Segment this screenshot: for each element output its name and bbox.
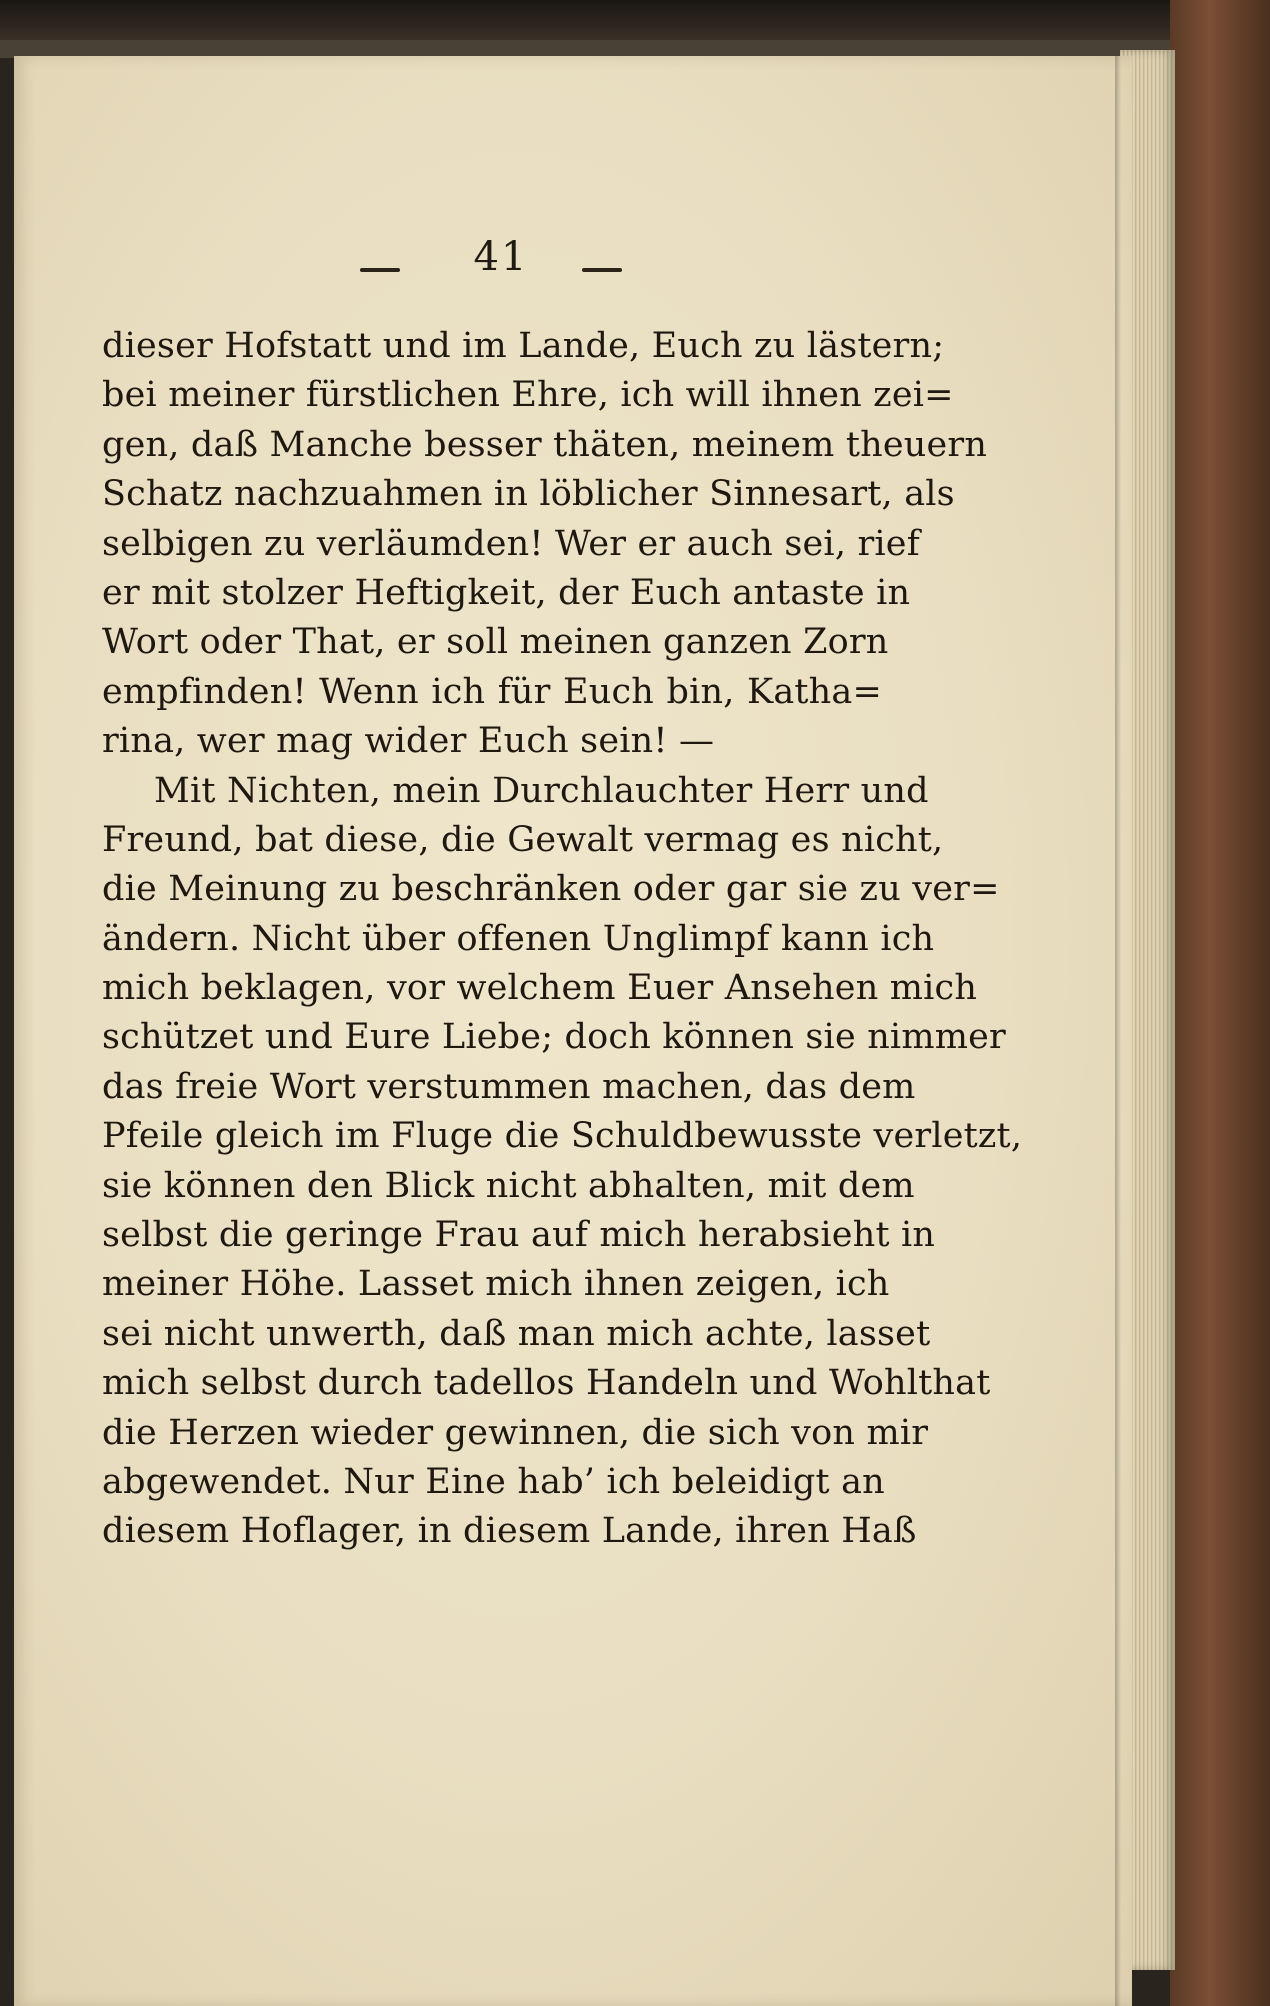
text-line: die Herzen wieder gewinnen, die sich von mir (102, 1412, 929, 1453)
folio-dash-right (582, 268, 622, 272)
text-line: er mit stolzer Heftigkeit, der Euch antaste in (102, 572, 911, 613)
text-line: schützet und Eure Liebe; doch können sie nimmer (102, 1017, 1006, 1058)
book-cover-top (0, 0, 1270, 40)
text-line: das freie Wort verstummen machen, das dem (102, 1066, 916, 1107)
book-cover-edge (1170, 0, 1270, 2006)
text-line: empfinden! Wenn ich für Euch bin, Katha= (102, 671, 882, 712)
book-page (14, 56, 1132, 2006)
text-line: Mit Nichten, mein Durchlauchter Herr und (154, 770, 929, 811)
text-line: Wort oder That, er soll meinen ganzen Zorn (102, 622, 889, 663)
text-line: meiner Höhe. Lasset mich ihnen zeigen, ich (102, 1264, 890, 1305)
text-line: Pfeile gleich im Fluge die Schuldbewusste verletzt, (102, 1116, 1023, 1157)
text-line: abgewendet. Nur Eine hab’ ich beleidigt an (102, 1461, 885, 1502)
text-line: mich beklagen, vor welchem Euer Ansehen mich (102, 968, 978, 1009)
text-line: gen, daß Manche besser thäten, meinem theuern (102, 424, 988, 465)
text-line: die Meinung zu beschränken oder gar sie zu ver= (102, 869, 1000, 910)
text-line: dieser Hofstatt und im Lande, Euch zu lästern; (102, 326, 945, 366)
text-line: mich selbst durch tadellos Handeln und Wohlthat (102, 1363, 991, 1404)
text-line: rina, wer mag wider Euch sein! — (102, 721, 715, 762)
page-fold-shadow (1115, 56, 1121, 2006)
text-line: sei nicht unwerth, daß man mich achte, lasset (102, 1313, 931, 1354)
folio-dash-left (360, 268, 400, 272)
text-line: Schatz nachzuahmen in löblicher Sinnesart, als (102, 474, 955, 515)
page-number: 41 (473, 234, 529, 280)
text-line: sie können den Blick nicht abhalten, mit dem (102, 1165, 915, 1206)
text-line: Freund, bat diese, die Gewalt vermag es nicht, (102, 819, 944, 860)
body-text (102, 322, 1023, 1557)
text-line: selbigen zu verläumden! Wer er auch sei, rief (102, 523, 920, 564)
text-line: diesem Hoflager, in diesem Lande, ihren Haß (102, 1511, 917, 1552)
text-line: selbst die geringe Frau auf mich herabsieht in (102, 1215, 936, 1256)
text-line: bei meiner fürstlichen Ehre, ich will ihnen zei= (102, 375, 954, 416)
text-line: ändern. Nicht über offenen Unglimpf kann ich (102, 918, 935, 959)
